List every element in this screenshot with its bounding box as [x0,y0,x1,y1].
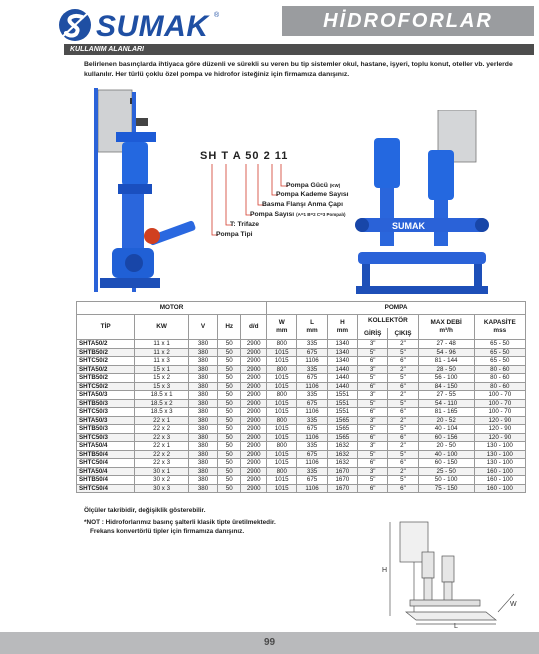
legend-kademe-sayisi: Pompa Kademe Sayısı [276,191,349,198]
table-cell: 50 [218,348,241,357]
table-cell: 1015 [267,433,297,442]
table-cell: 6" [388,382,418,391]
table-cell: 1015 [267,450,297,459]
table-cell: 50 [218,399,241,408]
table-cell: 5" [358,425,388,434]
table-cell: SHTC50/3 [77,408,135,417]
table-cell: 22 x 1 [135,442,189,451]
col-w: W mm [267,315,297,340]
group-motor: MOTOR [77,302,267,315]
col-l: L mm [297,315,327,340]
table-cell: 1670 [327,467,357,476]
table-cell: 65 - 50 [474,340,525,349]
table-cell: 130 - 100 [474,442,525,451]
table-cell: 27 - 55 [418,391,474,400]
table-cell: 75 - 150 [418,484,474,493]
table-cell: 80 - 60 [474,382,525,391]
table-cell: 1340 [327,357,357,366]
table-cell: 380 [188,467,217,476]
table-row [77,484,526,493]
table-cell: 54 - 110 [418,399,474,408]
table-cell: SHTA50/3 [77,391,135,400]
table-cell: 2900 [241,348,267,357]
table-cell: 30 x 1 [135,467,189,476]
table-cell: 380 [188,382,217,391]
table-cell: 50 [218,484,241,493]
dim-label-w: W [510,601,517,608]
col-kapasite: KAPASİTE mss [474,315,525,340]
table-cell: 1632 [327,459,357,468]
note-dimensions: Ölçüler takribidir, değişiklik gösterebilir. [84,507,206,514]
table-cell: 81 - 144 [418,357,474,366]
col-max-debi: MAX DEBİ m³/h [418,315,474,340]
table-cell: 1015 [267,348,297,357]
table-cell: 1565 [327,433,357,442]
group-pompa: POMPA [267,302,526,315]
table-cell: SHTC50/2 [77,357,135,366]
table-cell: 335 [297,442,327,451]
table-cell: 2900 [241,476,267,485]
table-cell: 60 - 150 [418,459,474,468]
table-cell: SHTB50/4 [77,450,135,459]
table-cell: 1340 [327,340,357,349]
table-row [77,340,526,349]
table-cell: 22 x 3 [135,459,189,468]
table-cell: 1106 [297,382,327,391]
table-cell: 800 [267,340,297,349]
table-cell: 6" [358,382,388,391]
table-cell: 22 x 2 [135,450,189,459]
table-cell: 120 - 90 [474,416,525,425]
specification-table [76,301,526,493]
table-cell: 22 x 1 [135,416,189,425]
table-row [77,442,526,451]
table-cell: SHTC50/4 [77,484,135,493]
table-cell: 20 - 50 [418,442,474,451]
table-cell: 1670 [327,484,357,493]
table-cell: 100 - 70 [474,399,525,408]
table-cell: 50 [218,408,241,417]
table-cell: 6" [388,459,418,468]
dimension-drawing [370,516,530,628]
table-cell: 2900 [241,374,267,383]
legend-pompa-gucu: Pompa Gücü (KW) [286,182,341,189]
table-cell: 800 [267,442,297,451]
table-cell: 5" [388,450,418,459]
table-row [77,374,526,383]
table-cell: 11 x 2 [135,348,189,357]
table-cell: 1106 [297,408,327,417]
table-cell: 25 - 50 [418,467,474,476]
table-cell: 18.5 x 1 [135,391,189,400]
section-title: KULLANIM ALANLARI [70,46,145,53]
table-cell: SHTA50/4 [77,467,135,476]
dim-label-h: H [382,567,388,574]
table-cell: 50 [218,450,241,459]
brand-logo [58,8,268,44]
table-cell: 1551 [327,399,357,408]
table-row [77,467,526,476]
table-cell: 160 - 100 [474,476,525,485]
brand-name: SUMAK [96,10,209,43]
legend-pompa-sayisi: Pompa Sayısı (A=1 B=2 C=3 Pompalı) [250,211,346,218]
table-cell: 30 x 3 [135,484,189,493]
table-cell: 50 [218,340,241,349]
table-cell: SHTB50/3 [77,425,135,434]
table-cell: 380 [188,399,217,408]
table-cell: 3" [358,467,388,476]
table-cell: 100 - 70 [474,391,525,400]
legend-flans-cap: Basma Flanşı Anma Çapı [262,201,343,208]
table-row [77,357,526,366]
table-row [77,433,526,442]
table-cell: SHTB50/2 [77,348,135,357]
table-cell: 1551 [327,391,357,400]
table-cell: 380 [188,484,217,493]
table-cell: 2" [388,391,418,400]
table-cell: 380 [188,425,217,434]
table-row [77,416,526,425]
registered-mark: ® [214,12,220,19]
table-cell: 50 [218,459,241,468]
table-cell: 2900 [241,442,267,451]
table-cell: 18.5 x 3 [135,408,189,417]
table-cell: 335 [297,416,327,425]
note-frequency: Frekans konvertörlü tipler için firmamıza danışınız. [90,528,245,535]
table-cell: 675 [297,374,327,383]
table-cell: 675 [297,399,327,408]
table-cell: 675 [297,425,327,434]
table-cell: 3" [358,365,388,374]
table-row [77,365,526,374]
table-row [77,408,526,417]
table-cell: 3" [358,391,388,400]
table-cell: 100 - 70 [474,408,525,417]
table-cell: 130 - 100 [474,459,525,468]
table-cell: 380 [188,433,217,442]
table-cell: 1015 [267,484,297,493]
table-cell: 50 [218,467,241,476]
table-row [77,382,526,391]
table-cell: SHTA50/2 [77,365,135,374]
table-cell: 2900 [241,425,267,434]
table-cell: 6" [358,357,388,366]
table-cell: 2" [388,340,418,349]
table-cell: 2900 [241,399,267,408]
table-cell: SHTB50/2 [77,374,135,383]
table-cell: 1015 [267,459,297,468]
table-cell: 50 [218,476,241,485]
table-cell: 15 x 3 [135,382,189,391]
table-cell: 2900 [241,391,267,400]
table-cell: 160 - 100 [474,467,525,476]
table-cell: 380 [188,391,217,400]
table-cell: 675 [297,450,327,459]
table-cell: 5" [388,348,418,357]
table-cell: 50 [218,442,241,451]
table-cell: 5" [388,476,418,485]
table-cell: SHTC50/3 [77,433,135,442]
table-cell: 5" [388,374,418,383]
table-row [77,391,526,400]
table-cell: 50 [218,374,241,383]
table-cell: 6" [388,484,418,493]
table-cell: 335 [297,391,327,400]
table-cell: 50 [218,433,241,442]
table-cell: 5" [388,425,418,434]
table-cell: 380 [188,459,217,468]
table-cell: 50 [218,416,241,425]
table-cell: 28 - 50 [418,365,474,374]
table-cell: 1565 [327,416,357,425]
table-cell: SHTA50/4 [77,442,135,451]
table-cell: 2900 [241,459,267,468]
table-cell: 81 - 165 [418,408,474,417]
table-cell: 5" [358,399,388,408]
table-cell: 2900 [241,340,267,349]
table-cell: 1106 [297,357,327,366]
table-cell: SHTC50/4 [77,459,135,468]
table-cell: 6" [358,459,388,468]
col-dd: d/d [241,315,267,340]
page-title: HİDROFORLAR [323,10,493,32]
table-cell: 80 - 60 [474,365,525,374]
table-cell: 84 - 150 [418,382,474,391]
table-cell: 380 [188,450,217,459]
table-cell: 6" [388,357,418,366]
table-cell: 3" [358,340,388,349]
table-cell: 2" [388,365,418,374]
table-cell: 40 - 104 [418,425,474,434]
page-number: 99 [263,637,276,648]
col-hz: Hz [218,315,241,340]
table-cell: 6" [358,408,388,417]
table-row [77,476,526,485]
table-cell: 2900 [241,382,267,391]
col-tip: TİP [77,315,135,340]
col-giris: GİRİŞ [358,328,388,340]
table-cell: SHTA50/3 [77,416,135,425]
table-cell: 80 - 60 [474,374,525,383]
table-cell: 6" [388,433,418,442]
sumak-logo-icon [58,8,92,42]
table-cell: 50 [218,425,241,434]
table-cell: 380 [188,476,217,485]
table-cell: 30 x 2 [135,476,189,485]
table-cell: 380 [188,357,217,366]
table-row [77,450,526,459]
table-cell: 800 [267,416,297,425]
table-cell: 1015 [267,408,297,417]
table-cell: 1015 [267,357,297,366]
table-cell: 2900 [241,365,267,374]
table-cell: 1565 [327,425,357,434]
table-cell: 1015 [267,382,297,391]
table-cell: 335 [297,365,327,374]
table-cell: 675 [297,476,327,485]
table-cell: 11 x 3 [135,357,189,366]
table-cell: 50 - 100 [418,476,474,485]
table-cell: 2" [388,467,418,476]
table-cell: 3" [358,442,388,451]
table-cell: 800 [267,467,297,476]
table-cell: 2900 [241,416,267,425]
col-cikis: ÇIKIŞ [388,328,418,340]
twin-pump-booster-illustration [352,110,492,296]
table-cell: 1340 [327,348,357,357]
table-cell: 1106 [297,433,327,442]
table-cell: 6" [358,433,388,442]
table-cell: 3" [358,416,388,425]
dim-label-l: L [454,623,458,628]
table-cell: 1015 [267,374,297,383]
table-cell: 5" [358,348,388,357]
table-cell: 2" [388,442,418,451]
table-cell: 1015 [267,425,297,434]
table-row [77,459,526,468]
table-row [77,399,526,408]
table-cell: 675 [297,348,327,357]
table-cell: 2900 [241,484,267,493]
table-cell: 27 - 48 [418,340,474,349]
col-kw: KW [135,315,189,340]
table-cell: 1551 [327,408,357,417]
table-cell: 22 x 2 [135,425,189,434]
table-cell: 1106 [297,484,327,493]
table-cell: 2900 [241,408,267,417]
table-cell: 5" [388,399,418,408]
table-cell: 50 [218,391,241,400]
table-cell: 380 [188,416,217,425]
table-cell: 380 [188,340,217,349]
table-cell: SHTB50/4 [77,476,135,485]
vertical-pump-illustration [92,88,204,296]
table-cell: 40 - 100 [418,450,474,459]
pump-brand-label: SUMAK [392,221,425,231]
table-cell: 800 [267,365,297,374]
table-cell: 1632 [327,450,357,459]
table-cell: 120 - 90 [474,425,525,434]
col-kollektor: KOLLEKTÖR [358,315,419,328]
table-cell: SHTA50/2 [77,340,135,349]
table-cell: 6" [388,408,418,417]
table-cell: 1670 [327,476,357,485]
table-cell: 15 x 1 [135,365,189,374]
table-cell: 2" [388,416,418,425]
table-cell: 1632 [327,442,357,451]
table-cell: 5" [358,476,388,485]
col-h: H mm [327,315,357,340]
table-cell: 20 - 52 [418,416,474,425]
table-cell: 335 [297,467,327,476]
table-cell: 380 [188,348,217,357]
table-cell: 1440 [327,365,357,374]
table-cell: 1015 [267,476,297,485]
table-cell: 65 - 50 [474,348,525,357]
table-cell: 2900 [241,467,267,476]
table-cell: 335 [297,340,327,349]
table-cell: 1440 [327,374,357,383]
table-cell: 6" [358,484,388,493]
table-cell: 56 - 100 [418,374,474,383]
table-cell: 18.5 x 2 [135,399,189,408]
table-cell: 11 x 1 [135,340,189,349]
table-cell: SHTB50/3 [77,399,135,408]
table-cell: 380 [188,408,217,417]
intro-paragraph: Belirlenen basınçlarda ihtiyaca göre düzenli ve sürekli su veren bu tip sistemler okul, hastane, işyeri, toplu konut, oteller vb. yerlerde kullanılır. Her türlü çoklu özel pompa ve hidrofor isteğiniz için firmamıza danışınız. [84,61,513,78]
table-cell: 5" [358,450,388,459]
note-pressure-switch: *NOT : Hidroforlarımız basınç şalterli klasik tipte üretilmektedir. [84,519,276,526]
table-cell: 5" [358,374,388,383]
model-code: SH T A 50 2 11 [200,150,289,162]
table-cell: 65 - 50 [474,357,525,366]
table-cell: 380 [188,374,217,383]
table-cell: 800 [267,391,297,400]
table-cell: 22 x 3 [135,433,189,442]
table-row [77,348,526,357]
table-cell: 1106 [297,459,327,468]
table-cell: 380 [188,442,217,451]
table-cell: 50 [218,357,241,366]
table-cell: 54 - 96 [418,348,474,357]
legend-pompa-tipi: Pompa Tipi [216,231,253,238]
table-cell: SHTC50/2 [77,382,135,391]
table-cell: 50 [218,365,241,374]
table-cell: 160 - 100 [474,484,525,493]
table-cell: 120 - 90 [474,433,525,442]
col-v: V [188,315,217,340]
table-cell: 2900 [241,357,267,366]
table-cell: 15 x 2 [135,374,189,383]
table-cell: 50 [218,382,241,391]
table-cell: 380 [188,365,217,374]
table-cell: 1440 [327,382,357,391]
table-cell: 130 - 100 [474,450,525,459]
table-cell: 2900 [241,450,267,459]
table-row [77,425,526,434]
table-cell: 2900 [241,433,267,442]
legend-trifaze: T: Trifaze [230,221,260,228]
table-cell: 60 - 156 [418,433,474,442]
table-cell: 1015 [267,399,297,408]
